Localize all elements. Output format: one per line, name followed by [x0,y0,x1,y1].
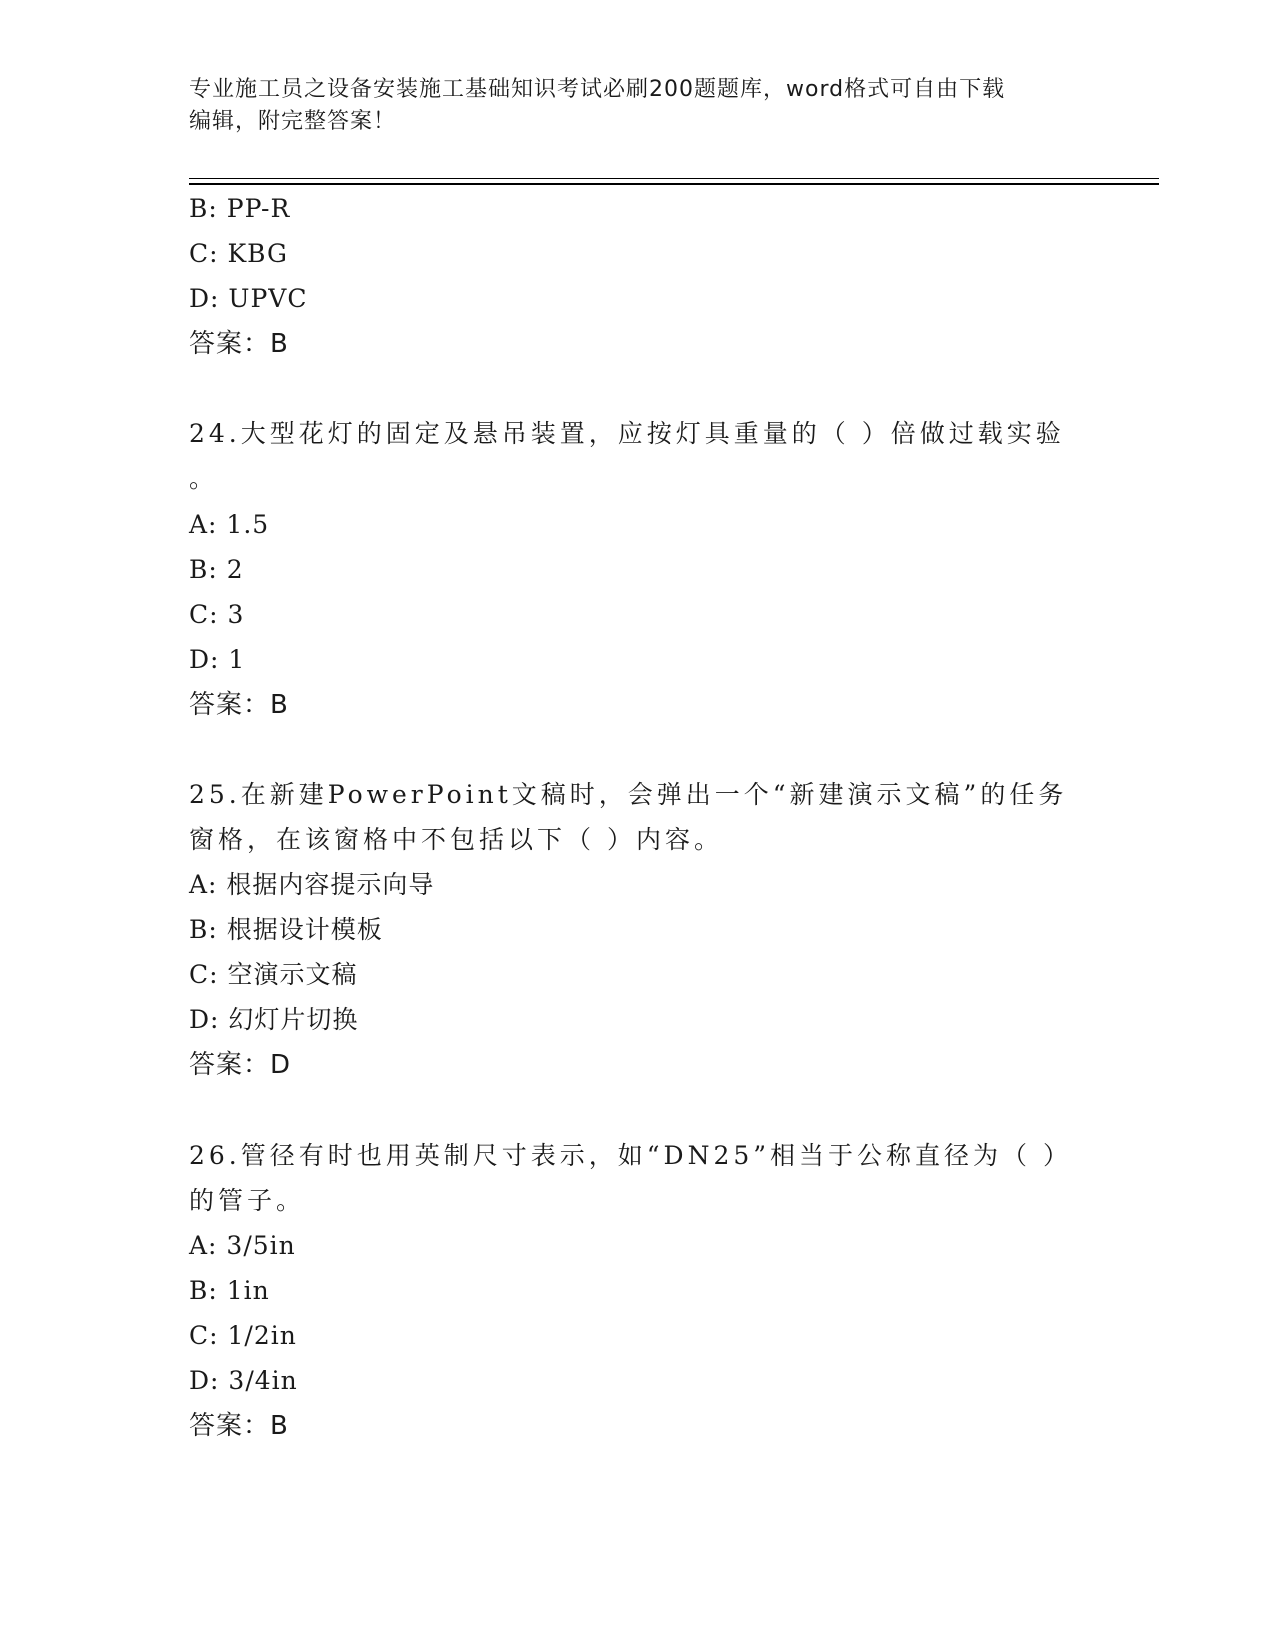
q24-question-line-1: 24.大型花灯的固定及悬吊装置，应按灯具重量的（ ）倍做过载实验 [189,419,1065,448]
q26-option-a: A: 3/5in [189,1231,296,1260]
q26-question-line-1: 26.管径有时也用英制尺寸表示，如“DN25”相当于公称直径为（ ） [189,1141,1072,1170]
document-header [189,74,1069,138]
q25-question-line-2: 窗格，在该窗格中不包括以下（ ）内容。 [189,825,723,854]
q26-option-b: B: 1in [189,1276,270,1305]
q23-option-d: D: UPVC [189,284,308,313]
q26-option-c: C: 1/2in [189,1321,297,1350]
q25-question-line-1: 25.在新建PowerPoint文稿时，会弹出一个“新建演示文稿”的任务 [189,780,1068,809]
q23-option-b: B: PP-R [189,194,291,223]
header-divider-bottom [189,183,1159,185]
header-title-line-2: 编辑，附完整答案！ [189,109,397,134]
header-divider-top [189,178,1159,179]
q26-option-d: D: 3/4in [189,1366,298,1395]
q25-option-c: C: 空演示文稿 [189,960,358,989]
q25-answer: 答案：D [189,1050,292,1080]
q26-question-line-2: 的管子。 [189,1186,306,1215]
q24-option-b: B: 2 [189,555,244,584]
q24-question-line-2: 。 [189,464,216,493]
q25-option-b: B: 根据设计模板 [189,915,383,944]
q23-option-c: C: KBG [189,239,288,268]
q24-option-a: A: 1.5 [189,510,270,539]
q26-answer: 答案：B [189,1411,289,1441]
header-title-line-1: 专业施工员之设备安装施工基础知识考试必刷200题题库，word格式可自由下载 [189,77,1006,102]
q24-answer: 答案：B [189,690,289,720]
q25-option-a: A: 根据内容提示向导 [189,870,435,899]
q24-option-c: C: 3 [189,600,245,629]
q24-option-d: D: 1 [189,645,246,674]
q23-answer: 答案：B [189,329,289,359]
q25-option-d: D: 幻灯片切换 [189,1005,359,1034]
